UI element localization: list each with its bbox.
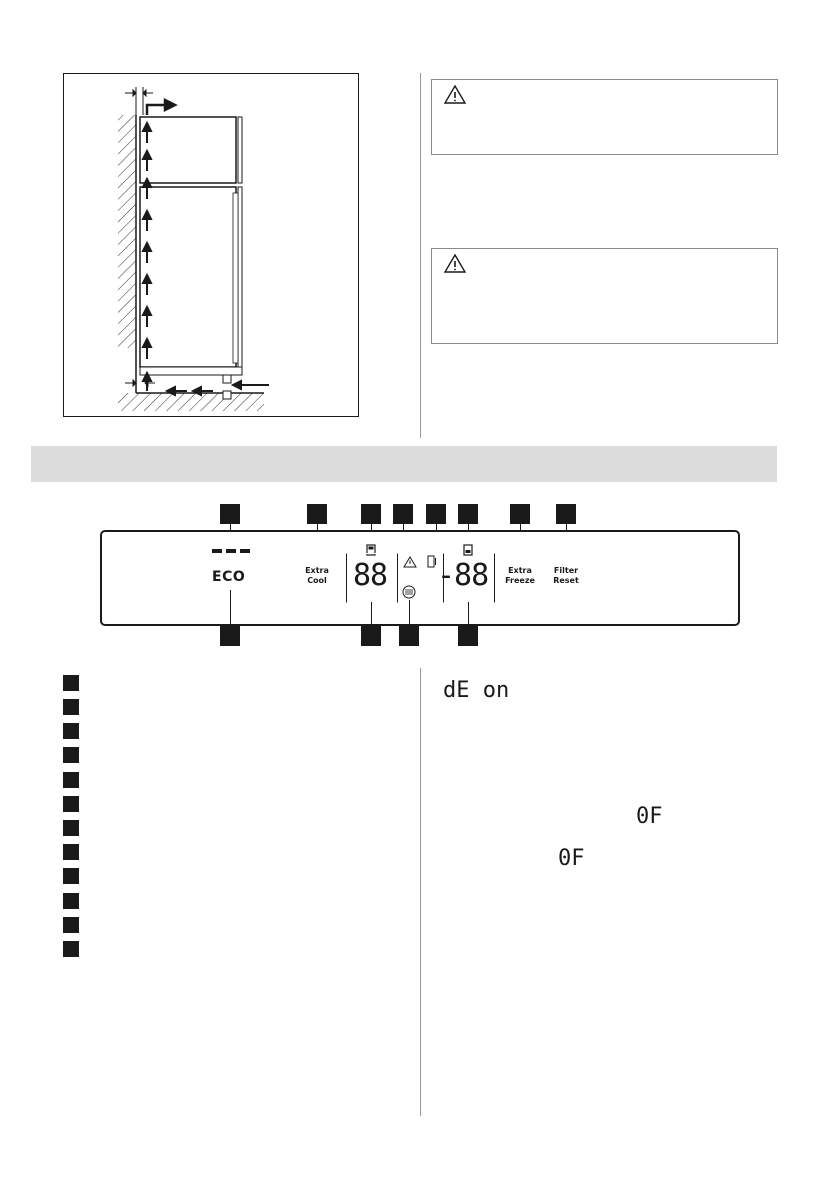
freezer-compartment [140,117,236,183]
section-header-bar [31,446,777,482]
column-divider-bottom [420,668,421,1116]
warning-triangle-icon [403,556,417,568]
callout-marker [399,626,419,646]
warning-triangle-icon [444,84,466,104]
legend-marker [63,675,79,691]
legend-marker [63,844,79,860]
callout-marker [220,626,240,646]
callout-marker [361,626,381,646]
column-divider-top [420,73,421,438]
legend-marker [63,941,79,957]
legend-marker [63,917,79,933]
legend-marker [63,699,79,715]
legend-marker [63,820,79,836]
filter-reset-button[interactable]: Filter Reset [553,566,579,585]
callout-line [371,602,372,626]
legend-marker [63,723,79,739]
extra-cool-button[interactable]: Extra Cool [305,566,329,585]
off-lcd-message: 0F [636,804,663,829]
off-lcd-message: 0F [558,846,585,871]
callout-marker [458,504,478,524]
warning-box-2 [431,248,778,344]
fridge-compartment [140,187,236,367]
floor-hatch [118,393,264,411]
callout-marker [361,504,381,524]
extra-freeze-button[interactable]: Extra Freeze [505,566,535,585]
door-open-lcd-message: dE on [443,678,510,703]
door-icon [427,555,437,568]
callout-marker [307,504,327,524]
eco-bar-indicator [212,545,250,555]
callout-line [230,590,231,626]
legend-marker [63,772,79,788]
ventilation-diagram [63,73,359,417]
warning-box-1 [431,79,778,155]
legend-marker [63,868,79,884]
callout-marker [426,504,446,524]
legend-marker [63,747,79,763]
callout-marker [393,504,413,524]
legend-list [63,675,83,965]
legend-marker [63,893,79,909]
legend-marker [63,796,79,812]
callout-marker [556,504,576,524]
callout-line [468,602,469,626]
eco-button[interactable]: ECO [212,569,246,585]
callout-marker [510,504,530,524]
callout-marker [458,626,478,646]
callout-line [409,600,410,626]
freezer-temperature-display: -88 [437,558,489,593]
warning-triangle-icon [444,253,466,273]
control-panel [100,530,740,626]
callout-marker [220,504,240,524]
wall-hatch [118,115,136,348]
fan-icon [402,585,416,599]
fridge-temperature-display: 88 [353,558,388,593]
